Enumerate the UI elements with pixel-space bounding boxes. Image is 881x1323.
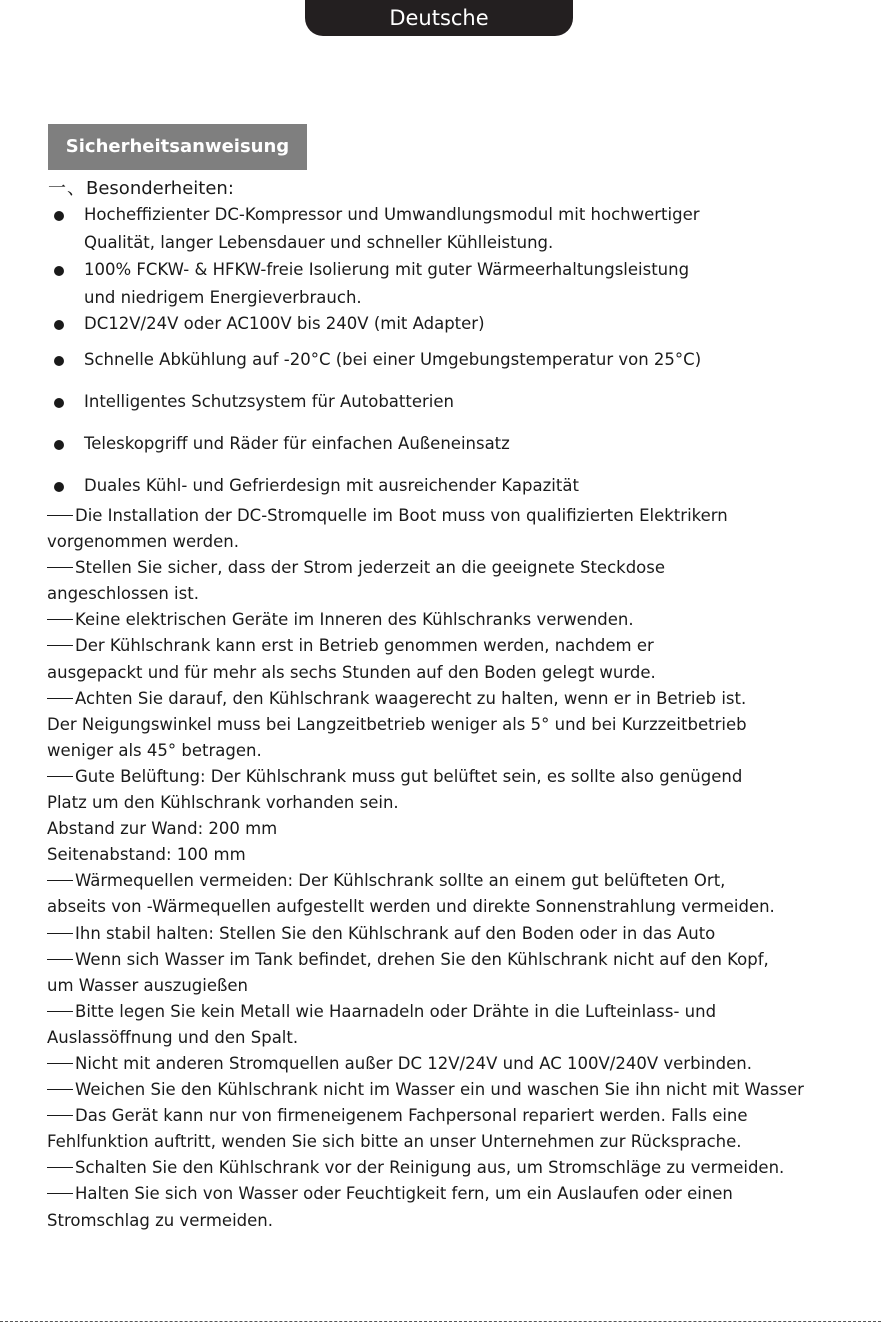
feature-text: 100% FCKW- & HFKW-freie Isolierung mit guter Wärmeerhaltungsleistung und niedrigem Energieverbrauch. (84, 260, 690, 307)
dash-icon (47, 933, 73, 934)
feature-item (48, 201, 700, 257)
note-text: Abstand zur Wand: 200 mm (47, 819, 278, 839)
note-text: Wärmequellen vermeiden: Der Kühlschrank sollte an einem gut belüfteten Ort, abseits von -Wärmequellen aufgestellt werden und direkte Sonnenstrahlung vermeiden. (47, 871, 775, 917)
features-heading (48, 177, 234, 201)
note-text: Seitenabstand: 100 mm (47, 845, 246, 865)
dash-icon (47, 1115, 73, 1116)
feature-text: Intelligentes Schutzsystem für Autobatterien (84, 392, 454, 411)
note-item (47, 1051, 867, 1077)
note-item (47, 764, 867, 816)
safety-notes (47, 503, 867, 1234)
note-item (47, 1181, 867, 1233)
dash-icon (47, 515, 73, 516)
note-item (47, 921, 867, 947)
note-item (47, 503, 867, 555)
feature-text: Schnelle Abkühlung auf -20°C (bei einer Umgebungstemperatur von 25°C) (84, 350, 702, 369)
dash-icon (47, 1167, 73, 1168)
dash-icon (47, 567, 73, 568)
note-item (47, 999, 867, 1051)
feature-text: Hocheffizienter DC-Kompressor und Umwandlungsmodul mit hochwertiger Qualität, langer Lebensdauer und schneller Kühlleistung. (84, 205, 700, 252)
dash-icon (47, 959, 73, 960)
bullet-icon (48, 310, 84, 338)
feature-item (48, 430, 510, 458)
feature-item (48, 472, 579, 500)
note-item (47, 1155, 867, 1181)
note-text: Keine elektrischen Geräte im Inneren des Kühlschranks verwenden. (75, 610, 634, 630)
dash-icon (47, 1011, 73, 1012)
note-text: Nicht mit anderen Stromquellen außer DC 12V/24V und AC 100V/240V verbinden. (75, 1053, 752, 1073)
note-item (47, 633, 867, 685)
note-item (47, 868, 867, 920)
note-text: Bitte legen Sie kein Metall wie Haarnadeln oder Drähte in die Lufteinlass- und Auslassöffnung und den Spalt. (47, 1001, 717, 1047)
note-text: Gute Belüftung: Der Kühlschrank muss gut belüftet sein, es sollte also genügend Platz um den Kühlschrank vorhanden sein. (47, 766, 743, 813)
note-text: Weichen Sie den Kühlschrank nicht im Wasser ein und waschen Sie ihn nicht mit Wasser (75, 1080, 804, 1100)
section-title: Sicherheitsanweisung (48, 124, 307, 170)
note-item (47, 686, 867, 764)
dash-icon (47, 776, 73, 777)
feature-item (48, 310, 485, 338)
note-item (47, 1077, 867, 1103)
dash-icon (47, 645, 73, 646)
dash-icon (47, 698, 73, 699)
dash-icon (47, 1089, 73, 1090)
feature-text: Teleskopgriff und Räder für einfachen Außeneinsatz (84, 434, 510, 453)
dash-icon (47, 880, 73, 881)
feature-text: Duales Kühl- und Gefrierdesign mit ausreichender Kapazität (84, 476, 579, 495)
note-item (47, 555, 867, 607)
bullet-icon (48, 430, 84, 458)
note-item (47, 816, 867, 842)
bullet-icon (48, 472, 84, 500)
note-text: Das Gerät kann nur von firmeneigenem Fachpersonal repariert werden. Falls eine Fehlfunktion auftritt, wenden Sie sich bitte an unser Unternehmen zur Rücksprache. (47, 1106, 748, 1152)
note-item (47, 1103, 867, 1155)
note-text: Die Installation der DC-Stromquelle im Boot muss von qualifizierten Elektrikern vorgenommen werden. (47, 506, 728, 552)
note-text: Der Kühlschrank kann erst in Betrieb genommen werden, nachdem er ausgepackt und für mehr als sechs Stunden auf den Boden gelegt wurde. (47, 636, 656, 682)
bullet-icon (48, 346, 84, 374)
feature-item (48, 388, 454, 416)
note-text: Ihn stabil halten: Stellen Sie den Kühlschrank auf den Boden oder in das Auto (75, 923, 716, 943)
language-tab: Deutsche (305, 0, 573, 36)
feature-item (48, 346, 701, 374)
features-heading-text: Besonderheiten: (86, 178, 234, 199)
dash-icon (47, 619, 73, 620)
note-text: Stellen Sie sicher, dass der Strom jederzeit an die geeignete Steckdose angeschlossen ist. (47, 558, 666, 604)
note-text: Schalten Sie den Kühlschrank vor der Reinigung aus, um Stromschläge zu vermeiden. (75, 1158, 785, 1178)
note-text: Wenn sich Wasser im Tank befindet, drehen Sie den Kühlschrank nicht auf den Kopf, um Wasser auszugießen (47, 949, 769, 995)
note-item (47, 842, 867, 868)
page-divider (0, 1321, 881, 1322)
feature-text: DC12V/24V oder AC100V bis 240V (mit Adapter) (84, 314, 485, 333)
note-item (47, 607, 867, 633)
features-index: 一、 (48, 178, 86, 199)
bullet-icon (48, 201, 84, 257)
bullet-icon (48, 256, 84, 312)
note-text: Achten Sie darauf, den Kühlschrank waagerecht zu halten, wenn er in Betrieb ist. Der Neigungswinkel muss bei Langzeitbetrieb weniger als 5° und bei Kurzzeitbetrieb weniger als 45° betragen. (47, 688, 747, 760)
note-item (47, 947, 867, 999)
feature-item (48, 256, 689, 312)
dash-icon (47, 1193, 73, 1194)
note-text: Halten Sie sich von Wasser oder Feuchtigkeit fern, um ein Auslaufen oder einen Stromschlag zu vermeiden. (47, 1184, 733, 1230)
dash-icon (47, 1063, 73, 1064)
bullet-icon (48, 388, 84, 416)
